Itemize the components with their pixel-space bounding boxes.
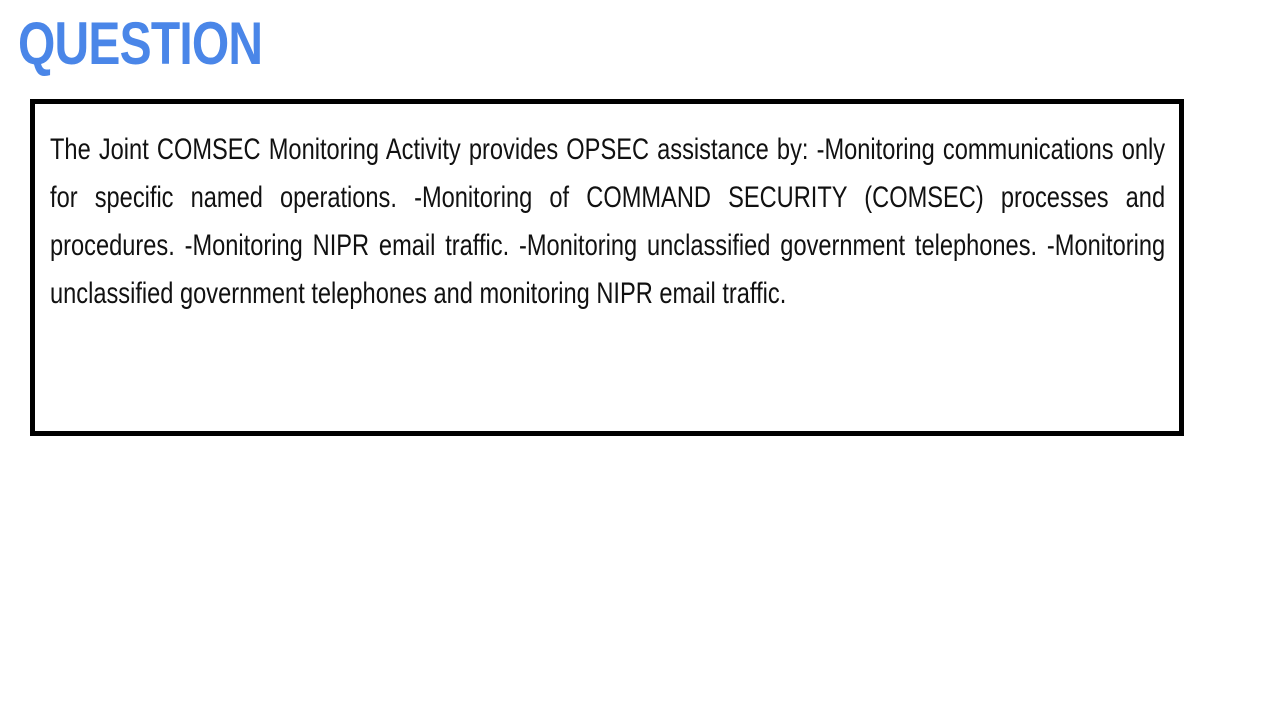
page-title: QUESTION <box>18 10 263 77</box>
question-text: The Joint COMSEC Monitoring Activity provides OPSEC assistance by: -Monitoring communications only for specific named operations. -Monitoring of COMMAND SECURITY (COMSEC) processes and procedures. -Monitoring NIPR email traffic. -Monitoring unclassified government telephones. -Monitoring unclassified government telephones and monitoring NIPR email traffic. <box>50 133 1166 310</box>
question-text-container <box>50 126 1165 318</box>
question-box <box>30 99 1184 436</box>
